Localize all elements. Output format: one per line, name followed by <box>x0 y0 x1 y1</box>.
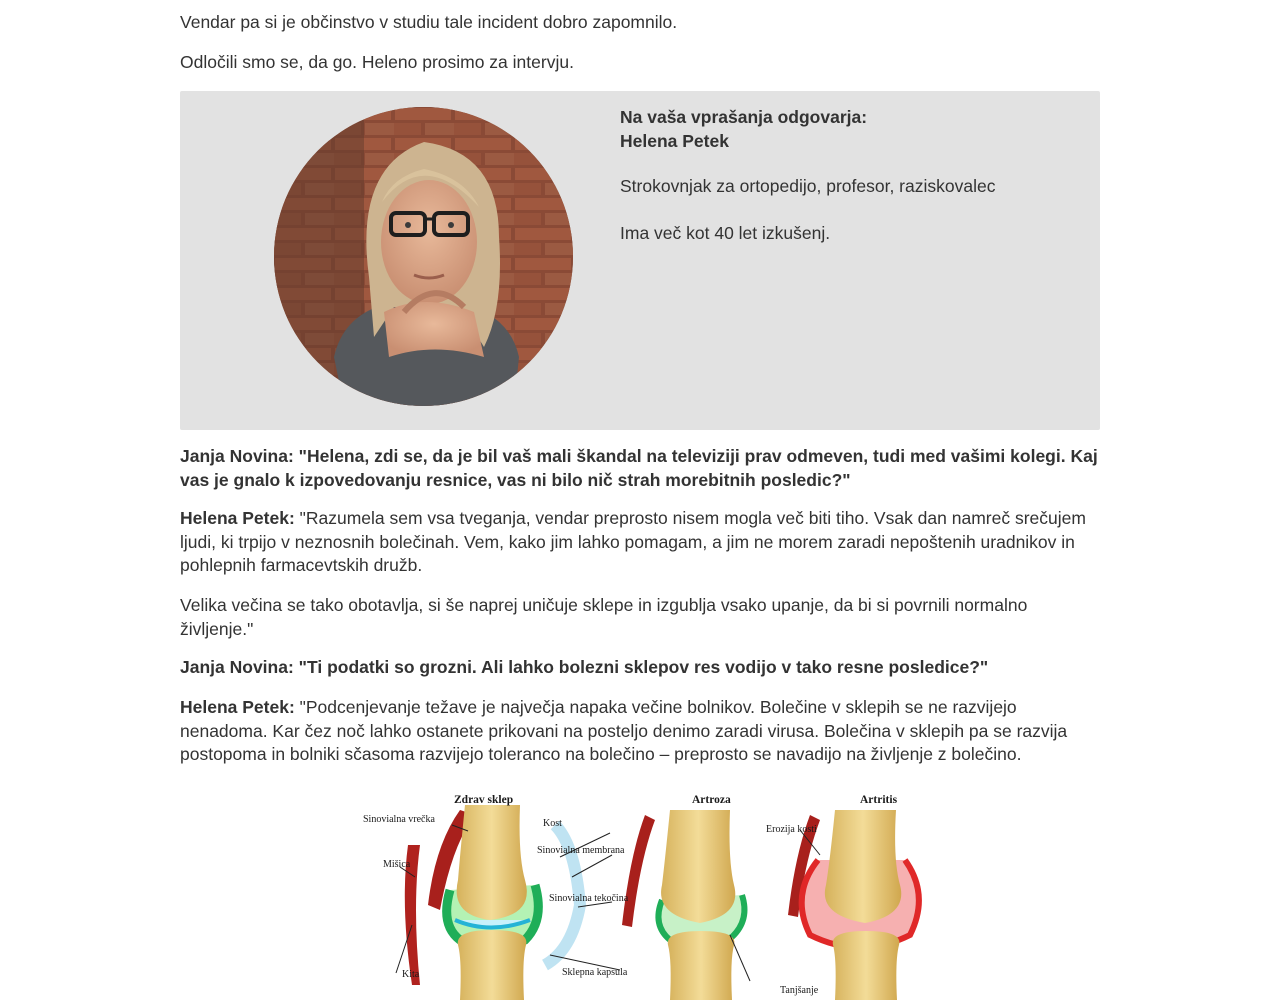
question-2 <box>180 656 1100 680</box>
expert-title: Strokovnjak za ortopedijo, profesor, raziskovalec <box>620 176 996 196</box>
label-synovial-membrane: Sinovialna membrana <box>537 845 625 856</box>
label-thinning: Tanjšanje <box>780 985 819 996</box>
question-1-speaker: Janja Novina: <box>180 446 294 466</box>
joint-diagram <box>340 785 940 1000</box>
label-bone-erosion: Erozija kosti <box>766 824 817 835</box>
answer-1-continued: Velika večina se tako obotavlja, si še naprej uničuje sklepe in izgublja vsako upanje, da bi si povrnili normalno življenje." <box>180 595 1028 639</box>
question-2-speaker: Janja Novina: <box>180 657 294 677</box>
label-healthy-joint: Zdrav sklep <box>454 794 514 806</box>
expert-card <box>180 91 1100 430</box>
label-arthrosis: Artroza <box>692 794 731 806</box>
portrait-image <box>274 107 573 406</box>
question-1 <box>180 445 1100 492</box>
arthritis-joint-illustration <box>788 810 919 1000</box>
label-arthritis: Artritis <box>860 794 898 806</box>
question-1-text: "Helena, zdi se, da je bil vaš mali škandal na televiziji prav odmeven, tudi med vašimi kolegi. Kaj vas je gnalo k izpovedovanju resnice, vas ni bilo nič strah morebitnih posledic?" <box>180 446 1098 490</box>
label-synovial-fluid: Sinovialna tekočina <box>549 893 629 904</box>
label-tendon: Kita <box>402 969 420 980</box>
label-muscle: Mišica <box>383 859 411 870</box>
label-joint-capsule: Sklepna kapsula <box>562 967 628 978</box>
expert-name: Helena Petek <box>620 130 729 151</box>
answer-2-text: "Podcenjevanje težave je največja napaka večine bolnikov. Bolečine v sklepih se ne razvijejo nenadoma. Kar čez noč lahko ostanete prikovani na posteljo denimo zaradi virusa. Bolečina v sklepih pa se razvija postopoma in bolniki sčasoma razvijejo toleranco na bolečino – preprosto se navadijo na življenje z bolečino. <box>180 697 1068 764</box>
arthrosis-joint-illustration <box>622 810 744 1000</box>
expert-experience: Ima več kot 40 let izkušenj. <box>620 222 831 243</box>
question-2-text: "Ti podatki so grozni. Ali lahko bolezni sklepov res vodijo v tako resne posledice?" <box>298 657 989 677</box>
answer-2-speaker: Helena Petek: <box>180 697 295 717</box>
expert-info <box>620 106 1080 245</box>
label-bone: Kost <box>543 818 562 829</box>
answer-2 <box>180 696 1100 767</box>
answer-1-text: "Razumela sem vsa tveganja, vendar preprosto nisem mogla več biti tiho. Vsak dan namreč srečujem ljudi, ki trpijo v neznosnih bolečinah. Vem, kako jim lahko pomagam, a jim ne morem zaradi nepoštenih uradnikov in pohlepnih farmacevtskih družb. <box>180 508 1086 575</box>
intro-paragraph-2: Odločili smo se, da go. Heleno prosimo za intervju. <box>180 52 574 72</box>
expert-heading: Na vaša vprašanja odgovarja: <box>620 107 868 127</box>
intro-paragraph-1: Vendar pa si je občinstvo v studiu tale incident dobro zapomnilo. <box>180 12 678 32</box>
label-synovial-sac: Sinovialna vrečka <box>363 814 435 825</box>
answer-1 <box>180 507 1100 578</box>
expert-portrait <box>274 107 573 406</box>
answer-1-speaker: Helena Petek: <box>180 508 295 528</box>
